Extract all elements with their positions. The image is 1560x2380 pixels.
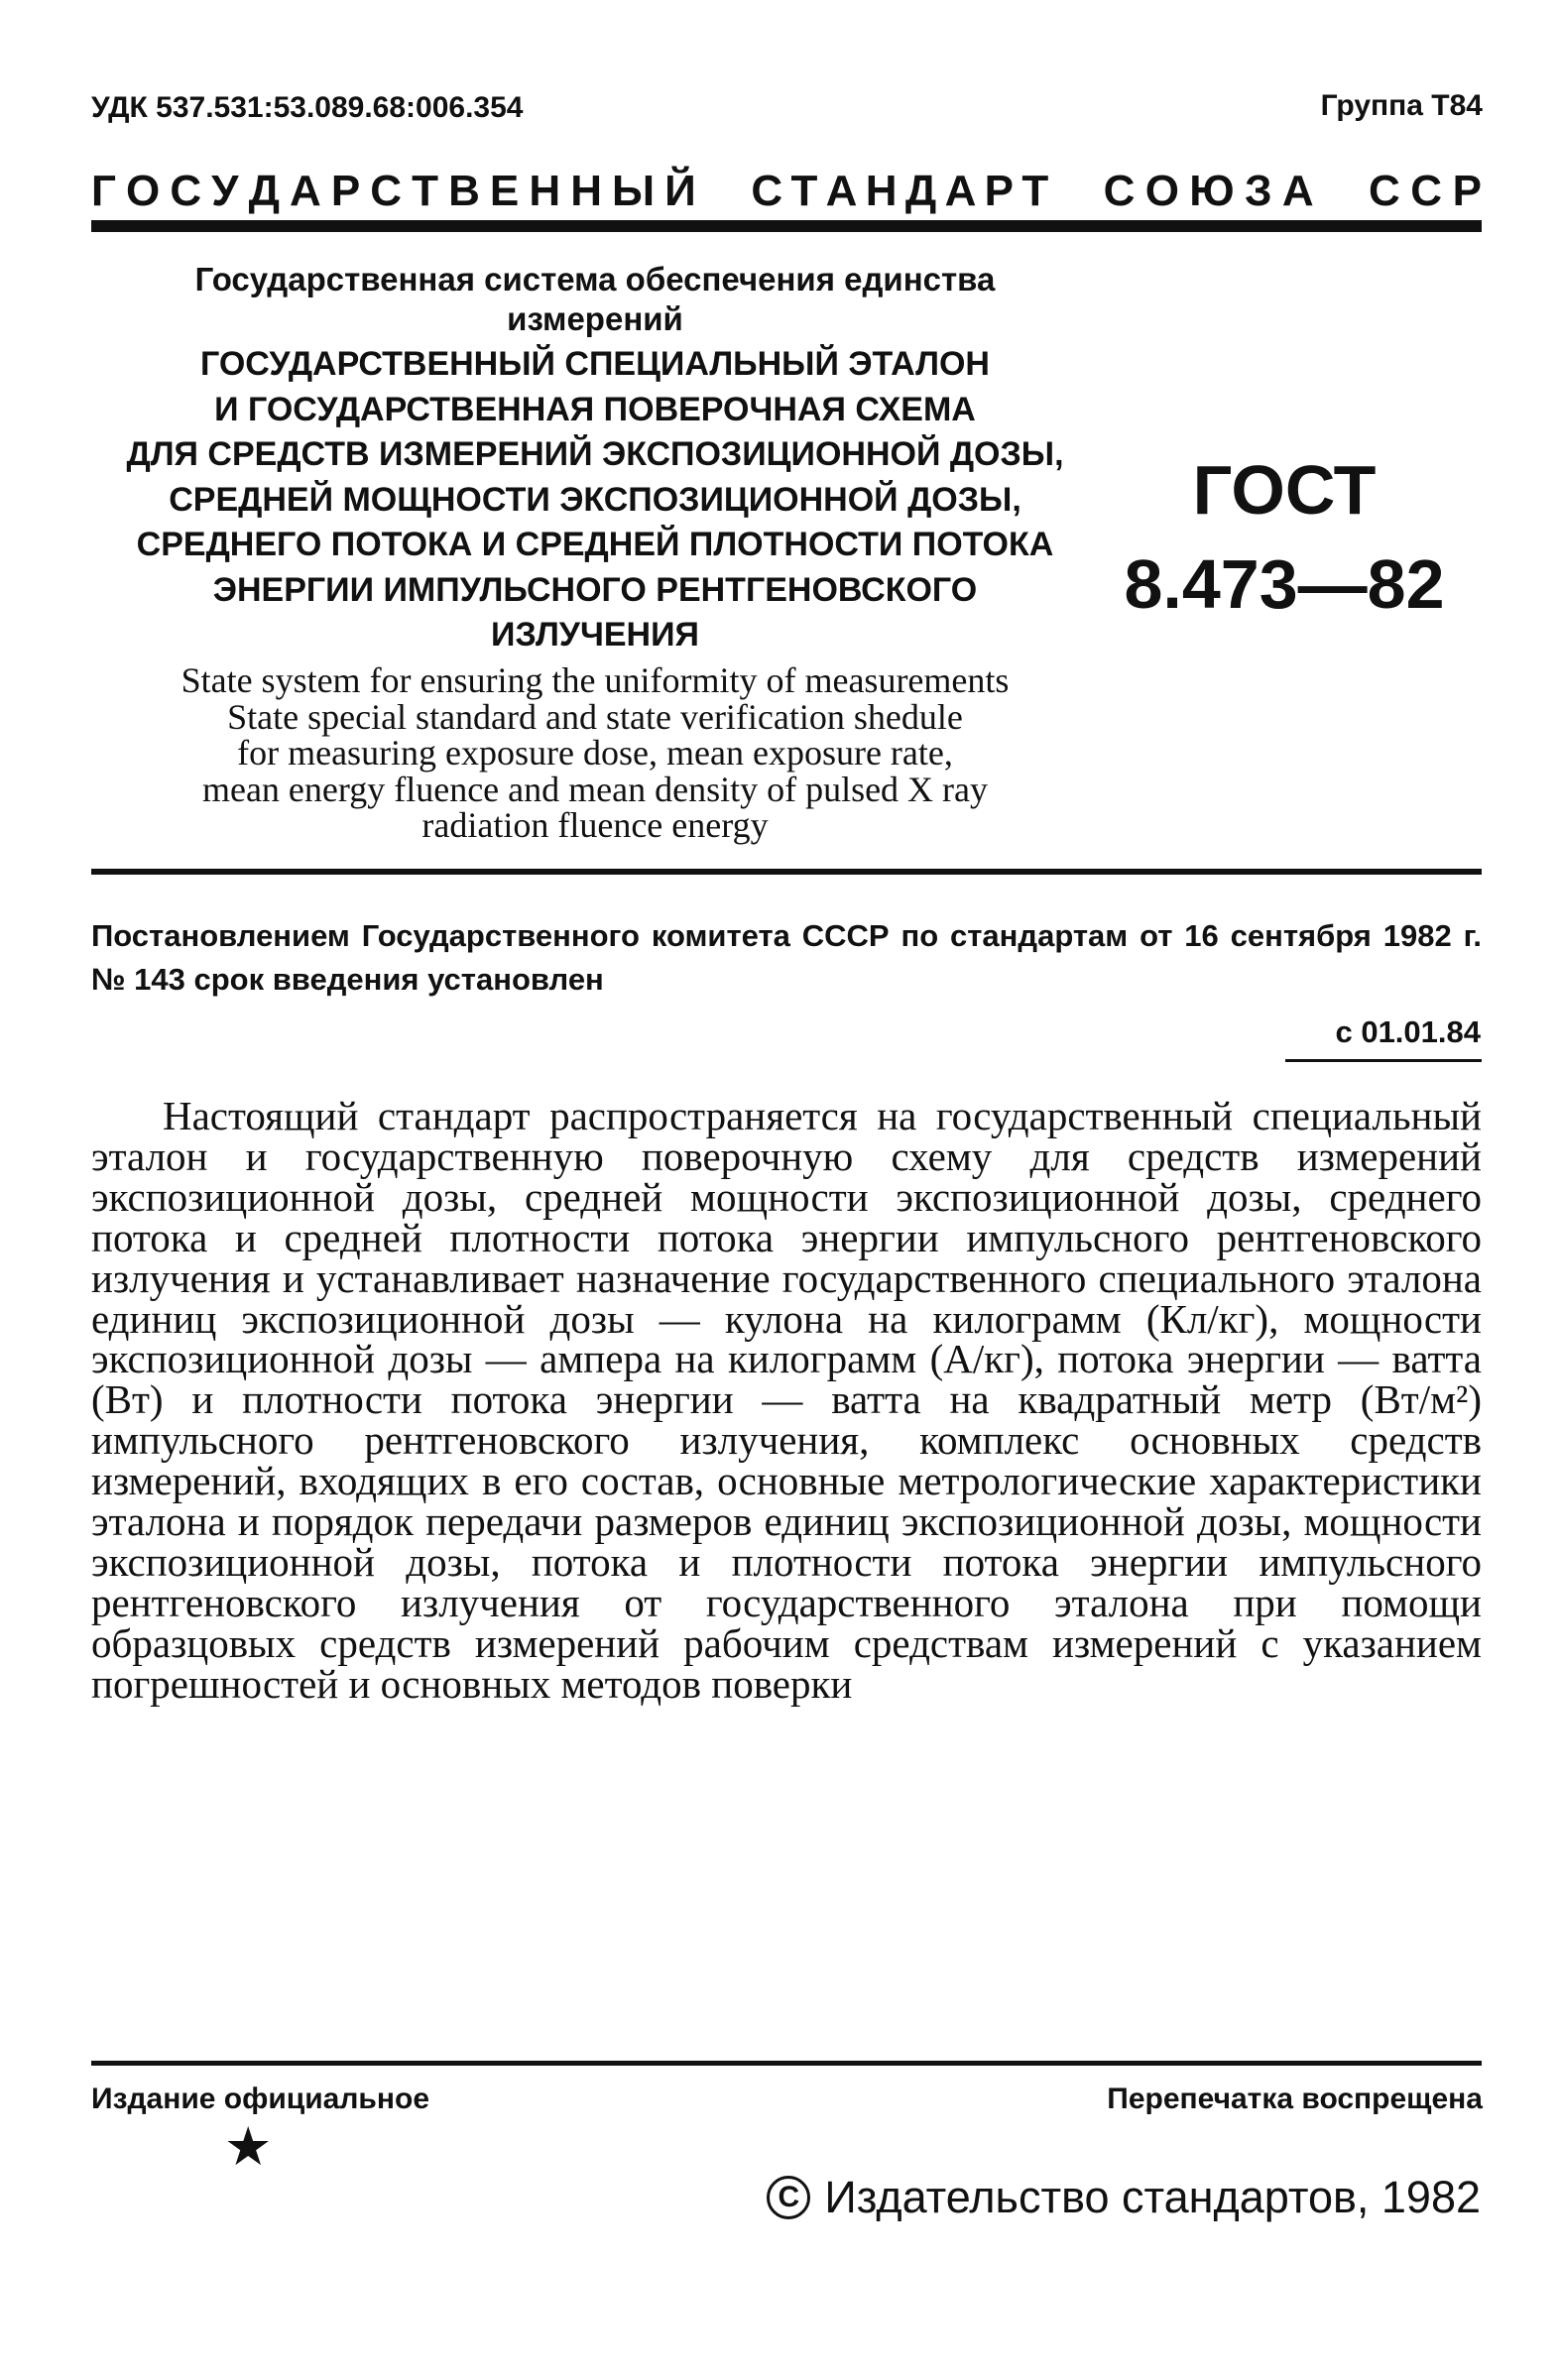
copyright-line bbox=[767, 2172, 1481, 2223]
group-code: Группа Т84 bbox=[1320, 89, 1483, 122]
banner-letter: А bbox=[290, 167, 321, 215]
system-title-line: измерений bbox=[507, 300, 683, 337]
decree-text: Постановлением Государственного комитета СССР по стандартам от 16 сентября 1982 г. № 143 срок введения установлен bbox=[91, 918, 1482, 997]
banner-letter: С bbox=[1368, 167, 1400, 215]
banner-letter: Р bbox=[1452, 167, 1482, 215]
banner-letter: Ю bbox=[1189, 167, 1235, 215]
date-underline bbox=[1285, 1059, 1482, 1062]
banner-letter: Р bbox=[984, 167, 1015, 215]
title-line: ДЛЯ СРЕДСТВ ИЗМЕРЕНИЙ ЭКСПОЗИЦИОННОЙ ДОЗЫ, bbox=[126, 435, 1064, 473]
title-line: СРЕДНЕЙ МОЩНОСТИ ЭКСПОЗИЦИОННОЙ ДОЗЫ, bbox=[169, 480, 1021, 519]
english-title-line: mean energy fluence and mean density of pulsed X ray bbox=[201, 769, 989, 809]
banner-letter: Н bbox=[529, 167, 561, 215]
document-title bbox=[99, 342, 1091, 658]
banner-letter: З bbox=[1244, 167, 1272, 215]
gost-label: ГОСТ bbox=[1192, 451, 1377, 529]
english-title-line: State special standard and state verification shedule bbox=[227, 696, 963, 737]
banner-letter: Д bbox=[904, 167, 937, 215]
body-paragraph: Настоящий стандарт распространяется на государственный специальный эталон и государственную поверочную схему для средств измерений экспозиционной дозы, средней мощности экспозиционной дозы, среднего потока и средней плотности потока энергии импульсного рентгеновского излучения и устанавливает назначение государственного специального эталона единиц экспозиционной дозы — кулона на килограмм (Кл/кг), мощности экспозиционной дозы — ампера на килограмм (А/кг), потока энергии — ватта (Вт) и плотности потока энергии — ватта на квадратный метр (Вт/м²) импульсного рентгеновского излучения, комплекс основных средств измерений, входящих в его состав, основные метрологические характеристики эталона и порядок передачи размеров единиц экспозиционной дозы, мощности экспозиционной дозы, потока и плотности потока энергии импульсного рентгеновского излучения от государственного эталона при помощи образцовых средств измерений рабочим средствам измерений с указанием погрешностей и основных методов поверки bbox=[91, 1093, 1482, 1707]
banner-letter: Н bbox=[570, 167, 602, 215]
banner-word-standard bbox=[751, 167, 1048, 216]
banner-word-ussr bbox=[1369, 167, 1482, 216]
english-title-line: radiation fluence energy bbox=[421, 805, 769, 846]
banner-letter: Т bbox=[790, 167, 818, 215]
banner-word-state bbox=[91, 167, 696, 216]
star-icon: ★ bbox=[224, 2117, 273, 2177]
banner-letter: Р bbox=[330, 167, 361, 215]
reprint-note: Перепечатка воспрещена bbox=[1107, 2082, 1483, 2115]
banner-word-union bbox=[1104, 167, 1314, 216]
english-title-line: State system for ensuring the uniformity of measurements bbox=[180, 660, 1010, 700]
copyright-icon: C bbox=[767, 2176, 810, 2219]
banner-letter: В bbox=[448, 167, 480, 215]
english-title bbox=[99, 662, 1091, 844]
title-line: ЭНЕРГИИ ИМПУЛЬСНОГО РЕНТГЕНОВСКОГО bbox=[212, 570, 978, 609]
banner-letter: Т bbox=[412, 167, 439, 215]
banner-letter: Н bbox=[865, 167, 898, 215]
banner-letter: Е bbox=[489, 167, 520, 215]
title-line: СРЕДНЕГО ПОТОКА И СРЕДНЕЙ ПЛОТНОСТИ ПОТОКА bbox=[136, 526, 1054, 563]
system-title-line: Государственная система обеспечения единства bbox=[194, 261, 996, 298]
publisher: Издательство стандартов, 1982 bbox=[824, 2172, 1481, 2222]
banner-letter: С bbox=[1410, 167, 1443, 215]
banner-letter: А bbox=[944, 167, 977, 215]
banner-letter: Ы bbox=[612, 167, 656, 215]
gost-number: 8.473—82 bbox=[1124, 545, 1445, 623]
banner-letter: С bbox=[1103, 167, 1136, 215]
english-title-line: for measuring exposure dose, mean exposure rate, bbox=[237, 733, 953, 774]
banner-letter: Г bbox=[91, 167, 116, 215]
header-rule bbox=[91, 220, 1482, 232]
banner-letter: А bbox=[1281, 167, 1314, 215]
footer-rule bbox=[91, 2061, 1482, 2066]
banner-letter: У bbox=[211, 167, 239, 215]
title-line: И ГОСУДАРСТВЕННАЯ ПОВЕРОЧНАЯ СХЕМА bbox=[214, 390, 976, 428]
title-line: ИЗЛУЧЕНИЯ bbox=[491, 616, 699, 654]
banner-letter: Т bbox=[1021, 167, 1049, 215]
edition-note: Издание официальное bbox=[91, 2082, 430, 2115]
banner-letter: С bbox=[170, 167, 202, 215]
banner-letter: А bbox=[825, 167, 858, 215]
effective-date: с 01.01.84 bbox=[1335, 1014, 1481, 1049]
banner-letter: О bbox=[126, 167, 161, 215]
banner-letter: О bbox=[1144, 167, 1179, 215]
banner-letter: Й bbox=[664, 167, 696, 215]
title-rule bbox=[91, 869, 1482, 875]
system-title bbox=[149, 260, 1041, 339]
standard-banner bbox=[91, 167, 1482, 216]
banner-letter: Д bbox=[248, 167, 280, 215]
banner-letter: С bbox=[751, 167, 783, 215]
title-line: ГОСУДАРСТВЕННЫЙ СПЕЦИАЛЬНЫЙ ЭТАЛОН bbox=[200, 345, 990, 383]
banner-letter: С bbox=[370, 167, 403, 215]
udk-code: УДК 537.531:53.089.68:006.354 bbox=[91, 91, 524, 124]
